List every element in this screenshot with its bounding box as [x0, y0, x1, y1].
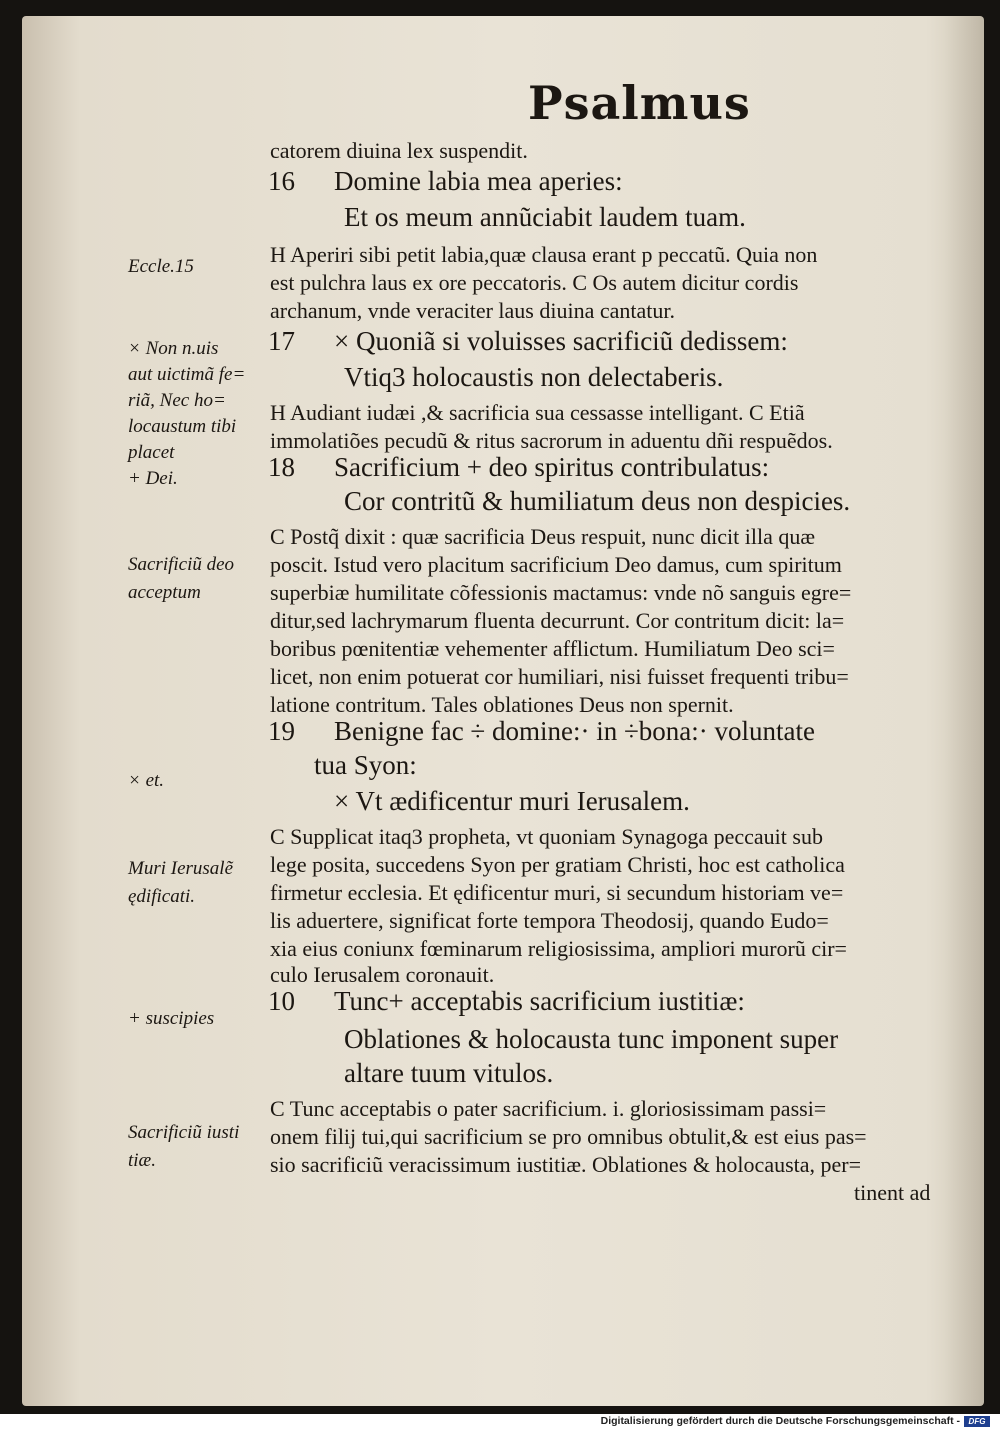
- verse-number: 18: [268, 452, 295, 482]
- dfg-logo: DFG: [964, 1416, 990, 1427]
- text-line: culo Ierusalem coronauit.: [270, 962, 495, 987]
- text-line: C Tunc acceptabis o pater sacrificium. i. gloriosissimam passi=: [270, 1096, 827, 1121]
- margin-note: ędificati.: [128, 886, 196, 907]
- margin-note: + Dei.: [128, 468, 178, 489]
- text-line: catorem diuina lex suspendit.: [270, 138, 528, 163]
- text-line: latione contritum. Tales oblationes Deus non spernit.: [270, 692, 734, 717]
- margin-note: tiæ.: [128, 1150, 156, 1171]
- text-line: lis aduertere, significat forte tempora Theodosij, quando Eudo=: [270, 908, 829, 933]
- margin-note: Sacrificiũ deo: [128, 554, 235, 575]
- text-line: est pulchra laus ex ore peccatoris. C Os autem dicitur cordis: [270, 270, 799, 295]
- text-line: poscit. Istud vero placitum sacrificium Deo damus, cum spiritum: [270, 552, 842, 577]
- psalm-verse-line: × Vt ædificentur muri Ierusalem.: [334, 786, 690, 816]
- psalm-verse-line: Vtiq3 holocaustis non delectaberis.: [344, 362, 724, 392]
- text-line: C Supplicat itaq3 propheta, vt quoniam Synagoga peccauit sub: [270, 824, 823, 849]
- text-line: firmetur ecclesia. Et ędificentur muri, si secundum historiam ve=: [270, 880, 844, 905]
- text-line: sio sacrificiũ veracissimum iustitiæ. Oblationes & holocausta, per=: [270, 1152, 862, 1177]
- text-line: onem filij tui,qui sacrificium se pro omnibus obtulit,& est eius pas=: [270, 1124, 867, 1149]
- text-line: H Aperiri sibi petit labia,quæ clausa erant p peccatũ. Quia non: [270, 242, 818, 267]
- margin-note: riã, Nec ho=: [128, 390, 226, 411]
- psalm-verse-line: Benigne fac ÷ domine:· in ÷bona:· voluntate: [334, 716, 816, 746]
- running-head: Psalmus: [528, 76, 751, 130]
- text-line: licet, non enim potuerat cor humiliari, nisi fuisset frequenti tribu=: [270, 664, 849, 689]
- margin-note: × Non n.uis: [128, 338, 219, 359]
- catchword: tinent ad: [854, 1180, 931, 1205]
- verse-number: 17: [268, 326, 295, 356]
- margin-note: Eccle.15: [128, 256, 194, 277]
- verse-number: 16: [268, 166, 295, 196]
- psalm-verse-line: altare tuum vitulos.: [344, 1058, 554, 1088]
- margin-note: Sacrificiũ iusti: [128, 1122, 240, 1143]
- text-line: immolatiões pecudũ & ritus sacrorum in aduentu dñi respuẽdos.: [270, 428, 833, 453]
- psalm-verse-line: Domine labia mea aperies:: [334, 166, 623, 196]
- verse-number: 19: [268, 716, 295, 746]
- text-line: superbiæ humilitate cõfessionis mactamus: vnde nõ sanguis egre=: [270, 580, 852, 605]
- verse-number: 10: [268, 986, 295, 1016]
- text-line: xia eius coniunx fœminarum religiosissima, ampliori murorũ cir=: [270, 936, 847, 961]
- text-line: lege posita, succedens Syon per gratiam Christi, hoc est catholica: [270, 852, 845, 877]
- text-line: boribus pœnitentiæ vehementer afflictum. Humiliatum Deo sci=: [270, 636, 835, 661]
- psalm-verse-line: Et os meum annũciabit laudem tuam.: [344, 202, 746, 232]
- margin-note: locaustum tibi: [128, 416, 237, 437]
- psalm-verse-line: Cor contritũ & humiliatum deus non despicies.: [344, 486, 851, 516]
- margin-note: × et.: [128, 770, 165, 791]
- page-edge-shadow: [944, 16, 984, 1406]
- psalm-verse-line: Tunc+ acceptabis sacrificium iustitiæ:: [334, 986, 745, 1016]
- psalm-verse-line: tua Syon:: [314, 750, 417, 780]
- funding-note: Digitalisierung gefördert durch die Deutsche Forschungsgemeinschaft -: [600, 1415, 960, 1427]
- margin-note: placet: [128, 442, 175, 463]
- psalm-verse-line: Sacrificium + deo spiritus contribulatus:: [334, 452, 770, 482]
- margin-note: Muri Ierusalẽ: [128, 858, 234, 879]
- margin-note: + suscipies: [128, 1008, 215, 1029]
- digitization-footer: [0, 1414, 1000, 1429]
- text-line: ditur,sed lachrymarum fluenta decurrunt. Cor contritum dicit: la=: [270, 608, 845, 633]
- margin-note: aut uictimã fe=: [128, 364, 246, 385]
- psalm-verse-line: × Quoniã si voluisses sacrificiũ dedissem:: [334, 326, 788, 356]
- text-line: C Postq̃ dixit : quæ sacrificia Deus respuit, nunc dicit illa quæ: [270, 524, 816, 549]
- book-page: [22, 16, 984, 1406]
- text-line: archanum, vnde veraciter laus diuina cantatur.: [270, 298, 675, 323]
- margin-note: acceptum: [128, 582, 201, 603]
- text-line: H Audiant iudæi ,& sacrificia sua cessasse intelligant. C Etiã: [270, 400, 805, 425]
- psalm-verse-line: Oblationes & holocausta tunc imponent super: [344, 1024, 839, 1054]
